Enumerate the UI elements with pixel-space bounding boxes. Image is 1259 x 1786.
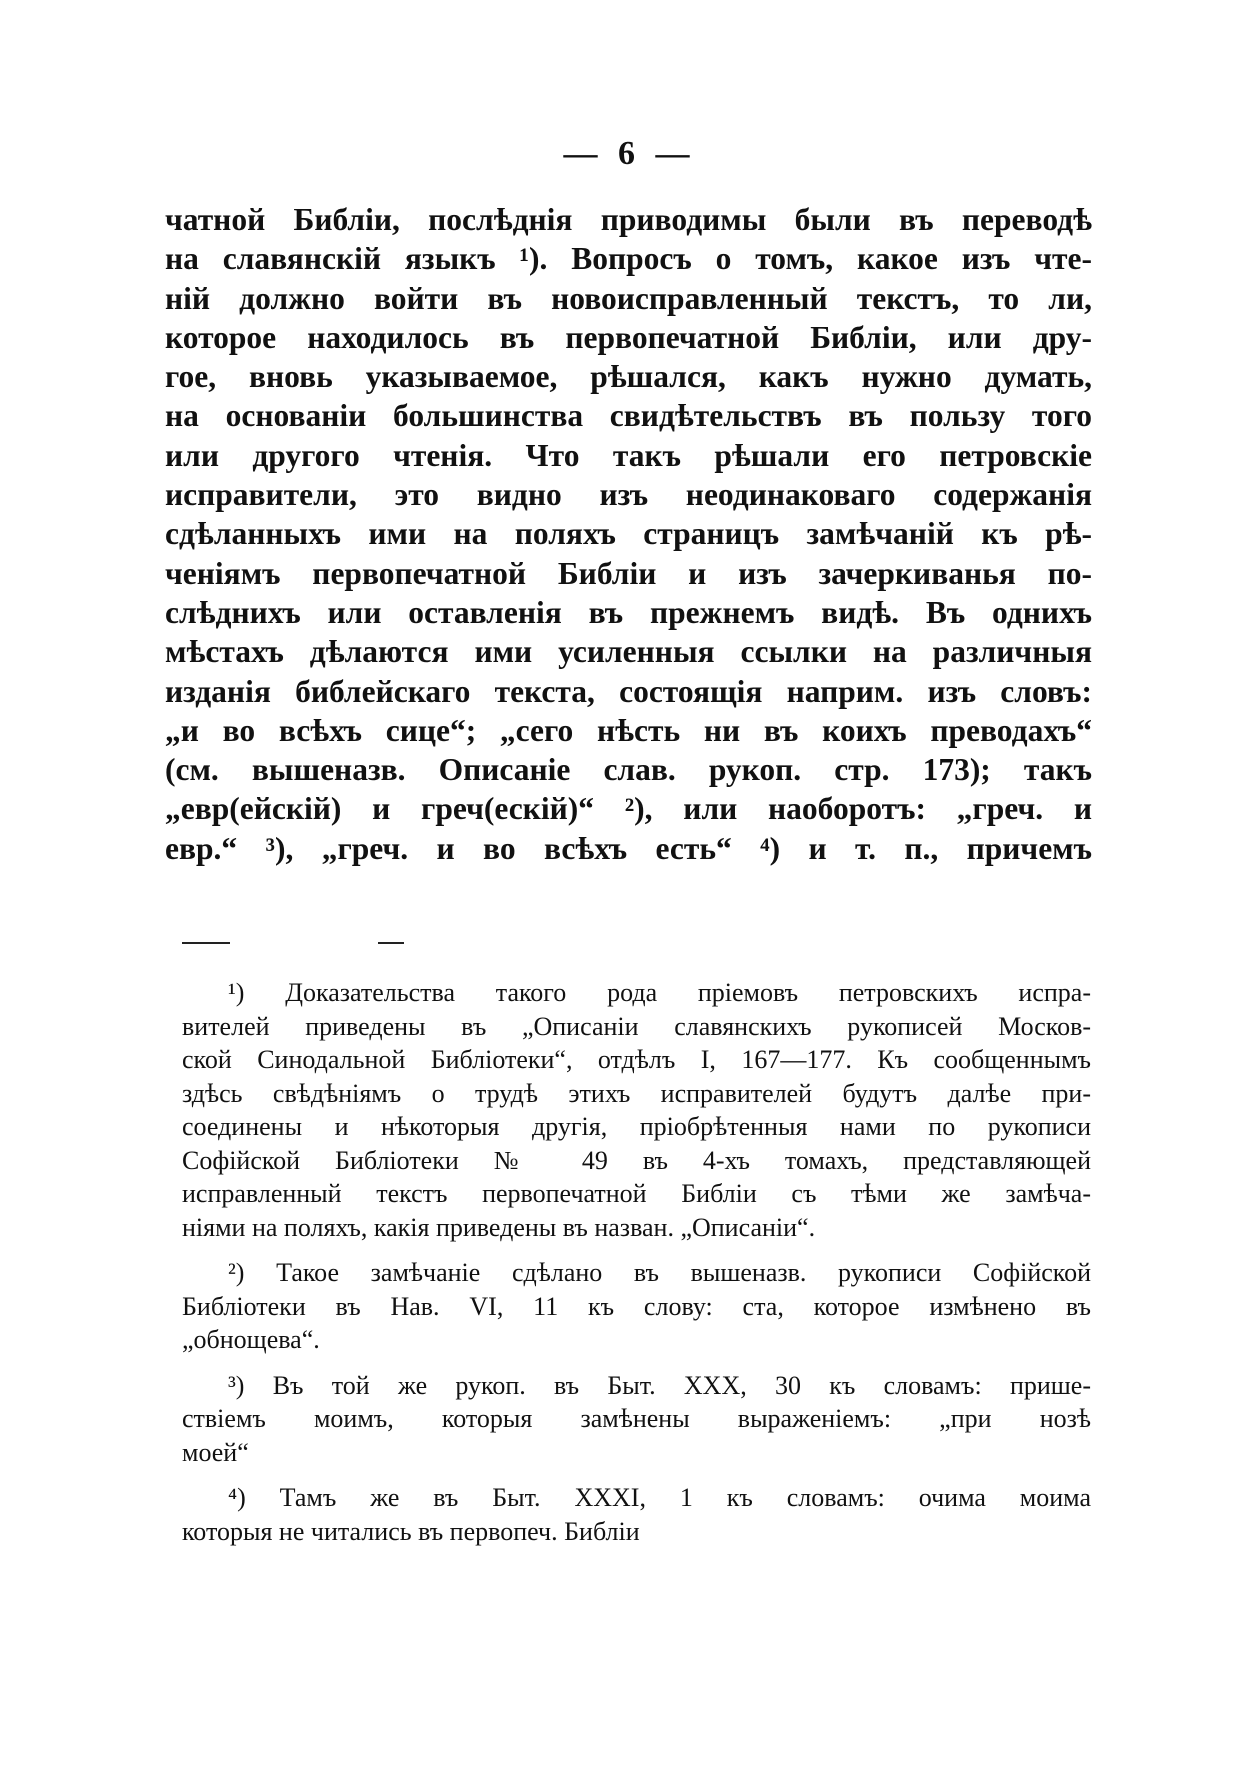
footnote-separator	[378, 942, 404, 944]
text-line: сдѣланныхъ ими на поляхъ страницъ замѣчаній къ рѣ-	[165, 516, 1092, 552]
footnote-1	[182, 976, 1091, 1244]
text-line: (см. вышеназв. Описаніе слав. рукоп. стр. 173); такъ	[165, 752, 1092, 788]
footnote-line: исправленный текстъ первопечатной Библіи съ тѣми же замѣча-	[182, 1179, 1091, 1208]
footnote-line: „обнощева“.	[182, 1325, 320, 1354]
text-line: слѣднихъ или оставленія въ прежнемъ видѣ. Въ однихъ	[165, 594, 1092, 630]
text-line: исправители, это видно изъ неодинаковаго содержанія	[165, 477, 1092, 513]
footnote-line: ³) Въ той же рукоп. въ Быт. XXX, 30 къ словамъ: прише-	[228, 1370, 1091, 1400]
footnote-line: моей“	[182, 1437, 249, 1467]
footnote-line: ²) Такое замѣчаніе сдѣлано въ вышеназв. рукописи Софійской	[228, 1258, 1091, 1287]
footnote-line: соединены и нѣкоторыя другія, пріобрѣтенныя нами по рукописи	[182, 1112, 1091, 1141]
text-line: изданія библейскаго текста, состоящія наприм. изъ словъ:	[165, 673, 1092, 709]
footnote-line: которыя не читались въ первопеч. Библіи	[182, 1516, 640, 1546]
footnote-line: ¹) Доказательства такого рода пріемовъ петровскихъ испра-	[228, 978, 1091, 1007]
text-line: или другого чтенія. Что такъ рѣшали его петровскіе	[165, 437, 1092, 473]
text-line: евр.“ ³), „греч. и во всѣхъ есть“ ⁴) и т. п., причемъ	[165, 830, 1092, 866]
text-line: которое находилось въ первопечатной Библіи, или дру-	[165, 319, 1092, 355]
text-line: чатной Библіи, послѣднія приводимы были въ переводѣ	[165, 202, 1092, 237]
footnote-line: ніями на поляхъ, какія приведены въ назван. „Описаніи“.	[182, 1212, 816, 1242]
footnote-separator	[182, 942, 230, 944]
text-line: на славянскій языкъ ¹). Вопросъ о томъ, какое изъ чте-	[165, 241, 1092, 277]
footnotes	[182, 976, 1091, 1560]
footnote-line: вителей приведены въ „Описаніи славянскихъ рукописей Москов-	[182, 1011, 1091, 1041]
page-number: — 6 —	[563, 135, 696, 172]
footnote-line: ствіемъ моимъ, которыя замѣнены выраженіемъ: „при нозѣ	[182, 1404, 1091, 1433]
text-line: ченіямъ первопечатной Библіи и изъ зачеркиванья по-	[165, 555, 1092, 591]
footnote-line: Библіотеки въ Нав. VI, 11 къ слову: ста, которое измѣнено въ	[182, 1291, 1091, 1321]
footnote-line: ⁴) Тамъ же въ Быт. XXXI, 1 къ словамъ: очима моима	[228, 1483, 1091, 1512]
text-line: „евр(ейскій) и греч(ескій)“ ²), или наоборотъ: „греч. и	[165, 791, 1092, 827]
footnote-line: Софійской Библіотеки № 49 въ 4-хъ томахъ, представляющей	[182, 1145, 1091, 1175]
text-line: гое, вновь указываемое, рѣшался, какъ нужно думать,	[165, 359, 1092, 395]
footnote-2	[182, 1256, 1091, 1357]
text-line: ній должно войти въ новоисправленный текстъ, то ли,	[165, 280, 1092, 316]
footnote-line: ской Синодальной Библіотеки“, отдѣлъ I, 167—177. Къ сообщеннымъ	[182, 1045, 1091, 1074]
footnote-4	[182, 1481, 1091, 1548]
footnote-line: здѣсь свѣдѣніямъ о трудѣ этихъ исправителей будутъ далѣе при-	[182, 1078, 1091, 1108]
main-text	[165, 200, 1092, 868]
text-line: на основаніи большинства свидѣтельствъ въ пользу того	[165, 398, 1092, 434]
text-line: „и во всѣхъ сице“; „сего нѣсть ни въ коихъ преводахъ“	[165, 712, 1092, 748]
footnote-3	[182, 1369, 1091, 1470]
text-line: мѣстахъ дѣлаются ими усиленныя ссылки на различныя	[165, 634, 1092, 670]
